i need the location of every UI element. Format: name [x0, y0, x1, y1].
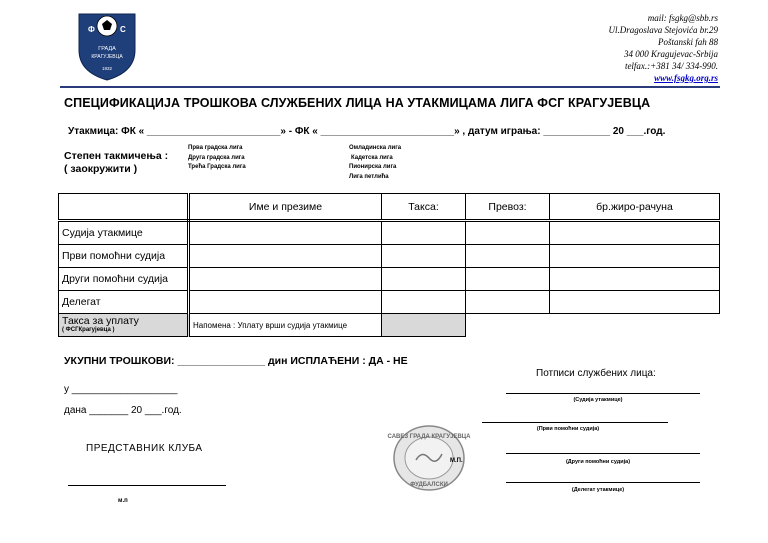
competition-level-label — [64, 150, 168, 176]
league-option: Прва градска лига — [188, 145, 243, 151]
table-row — [59, 245, 720, 268]
row-label-assistant2: Други помоћни судија — [59, 268, 189, 291]
transport-field[interactable] — [466, 291, 550, 314]
total-costs-line: УКУПНИ ТРОШКОВИ: _______________ дин ИСПЛАЋЕНИ : ДА - НЕ — [64, 355, 408, 367]
signature-line-delegate — [506, 482, 700, 483]
stamp-text-top: САВЕЗ ГРАДА КРАГУЈЕВЦА — [387, 434, 471, 440]
contact-city: 34 000 Kragujevac-Srbija — [624, 49, 718, 59]
transport-field[interactable] — [466, 268, 550, 291]
tax-row — [59, 314, 720, 337]
logo-line1: ГРАДА — [98, 46, 116, 52]
league-list-city — [188, 144, 246, 173]
name-field[interactable] — [189, 268, 382, 291]
signature-caption: (Судија утакмице) — [573, 397, 623, 403]
document-title: СПЕЦИФИКАЦИЈА ТРОШКОВА СЛУЖБЕНИХ ЛИЦА НА УТАКМИЦАМА ЛИГА ФСГ КРАГУЈЕВЦА — [64, 96, 651, 110]
tax-label-cell — [59, 314, 189, 337]
league-option: Лига петлића — [349, 173, 389, 180]
table-header-row — [59, 194, 720, 221]
contact-street: Ul.Dragoslava Stejovića br.29 — [608, 25, 718, 35]
signature-caption: (Делегат утакмице) — [571, 487, 625, 493]
account-field[interactable] — [550, 221, 720, 245]
circle-instruction: ( заокружити ) — [64, 163, 138, 175]
officials-cost-table — [58, 193, 720, 337]
header-transport: Превоз: — [466, 194, 550, 221]
league-option: Друга градска лига — [188, 154, 245, 161]
league-option: Трећа Градска лига — [188, 164, 246, 170]
header-name: Име и презиме — [189, 194, 382, 221]
tax-amount-field[interactable] — [382, 314, 466, 337]
account-field[interactable] — [550, 268, 720, 291]
contact-block — [609, 12, 719, 84]
payment-note: Напомена : Уплату врши судија утакмице — [189, 314, 382, 337]
club-representative-label: ПРЕДСТАВНИК КЛУБА — [86, 443, 203, 454]
contact-mail: mail: fsgkg@sbb.rs — [647, 13, 718, 23]
row-label-delegate: Делегат — [59, 291, 189, 314]
contact-pobox: Poštanski fah 88 — [658, 37, 718, 47]
league-option: Омладинска лига — [349, 145, 402, 151]
account-field[interactable] — [550, 245, 720, 268]
fee-field[interactable] — [382, 245, 466, 268]
name-field[interactable] — [189, 291, 382, 314]
signatures-title: Потписи службених лица: — [536, 368, 656, 379]
league-option: Пионирска лига — [349, 164, 397, 170]
row-label-assistant1: Први помоћни судија — [59, 245, 189, 268]
table-row — [59, 268, 720, 291]
logo-line2: КРАГУЈЕВЦА — [91, 54, 123, 60]
place-line: у ___________________ — [64, 384, 178, 395]
signature-caption: (Први помоћни судија) — [536, 426, 600, 432]
signature-line-assistant1 — [482, 422, 668, 423]
header-account: бр.жиро-рачуна — [550, 194, 720, 221]
row-label-referee: Судија утакмице — [59, 221, 189, 245]
header-fee: Такса: — [382, 194, 466, 221]
empty-cell — [466, 314, 550, 337]
seal-place-left: м.п — [118, 498, 128, 504]
seal-place-right: М.П. — [450, 458, 463, 464]
tax-sublabel: ( ФСГКрагујевца ) — [62, 327, 115, 333]
signature-line-assistant2 — [506, 453, 700, 454]
logo-letter-left: Ф — [88, 25, 95, 34]
website-link[interactable]: www.fsgkg.org.rs — [654, 73, 718, 83]
competition-level-text: Степен такмичења : — [64, 150, 169, 162]
fee-field[interactable] — [382, 291, 466, 314]
name-field[interactable] — [189, 245, 382, 268]
transport-field[interactable] — [466, 245, 550, 268]
logo-letter-right: С — [120, 25, 126, 34]
fee-field[interactable] — [382, 268, 466, 291]
tax-label: Такса за уплату — [62, 315, 139, 327]
table-row — [59, 221, 720, 245]
header-cell-blank — [59, 194, 189, 221]
league-option: Кадетска лига — [351, 154, 393, 161]
stamp-text-bottom: ФУДБАЛСКИ — [410, 482, 448, 488]
header-rule — [60, 86, 720, 88]
empty-cell — [550, 314, 720, 337]
logo-year: 1932 — [101, 66, 113, 71]
date-line: дана _______ 20 ___.год. — [64, 405, 182, 416]
federation-logo — [76, 10, 138, 82]
table-row — [59, 291, 720, 314]
name-field[interactable] — [189, 221, 382, 245]
signature-caption: (Други помоћни судија) — [565, 459, 631, 465]
fee-field[interactable] — [382, 221, 466, 245]
league-list-youth — [349, 144, 401, 182]
account-field[interactable] — [550, 291, 720, 314]
contact-phone: telfax.:+381 34/ 334-990. — [624, 61, 718, 71]
club-signature-line — [68, 485, 226, 486]
transport-field[interactable] — [466, 221, 550, 245]
match-line: Утакмица: ФК « ________________________» - ФК « ________________________» , датум играња: ____________ 20 ___.год. — [68, 126, 666, 137]
signature-line-referee — [506, 393, 700, 394]
